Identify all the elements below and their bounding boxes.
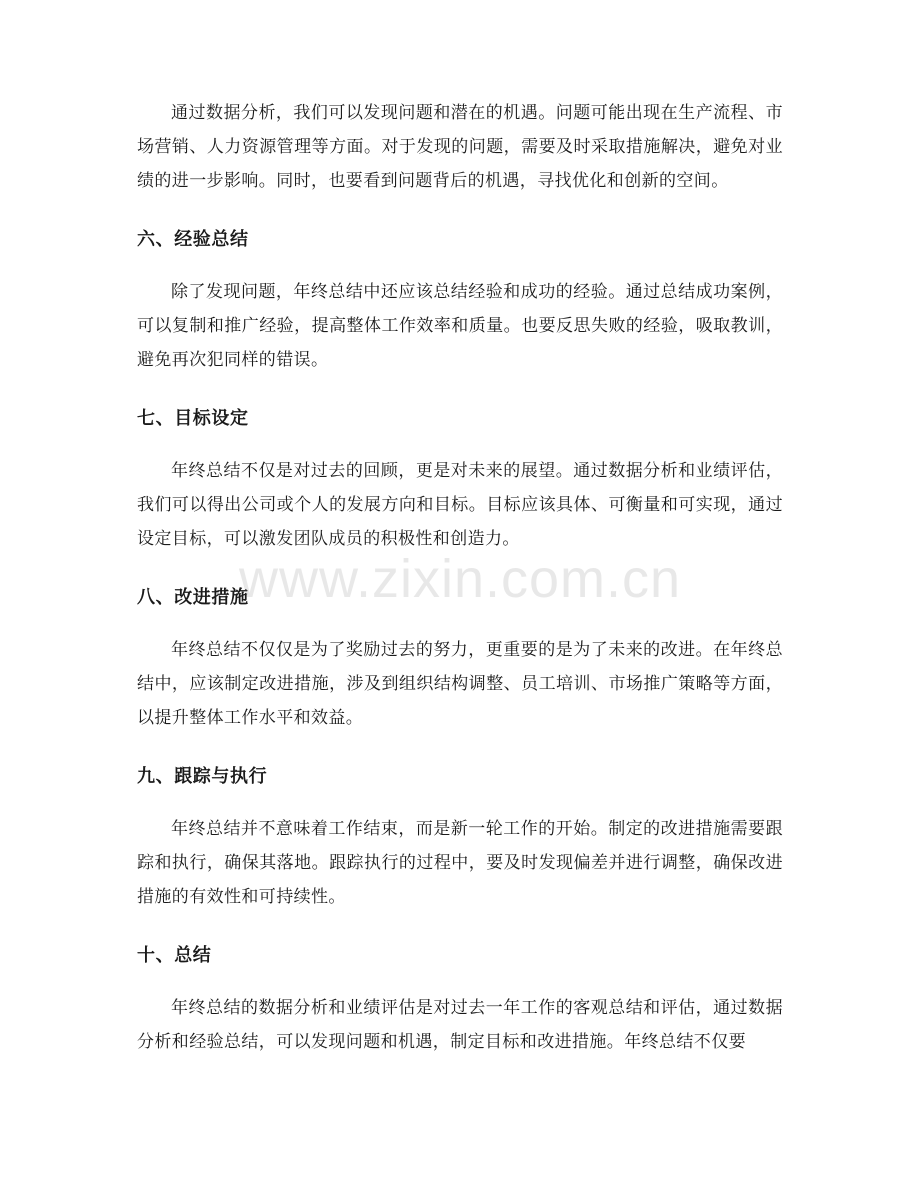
heading-conclusion: 十、总结 xyxy=(137,945,212,966)
paragraph-improvement-measures: 年终总结不仅仅是为了奖励过去的努力，更重要的是为了未来的改进。在年终总结中，应该制定改进措施，涉及到组织结构调整、员工培训、市场推广策略等方面，以提升整体工作水平和效益。 xyxy=(137,640,783,728)
paragraph-opportunities: 通过数据分析，我们可以发现问题和潜在的机遇。问题可能出现在生产流程、市场营销、人力资源管理等方面。对于发现的问题，需要及时采取措施解决，避免对业绩的进一步影响。同时，也要看到问题背后的机遇，寻找优化和创新的空间。 xyxy=(137,103,783,191)
document-body xyxy=(137,96,783,1059)
heading-experience-summary: 六、经验总结 xyxy=(137,229,249,250)
heading-improvement-measures: 八、改进措施 xyxy=(137,587,249,608)
paragraph-experience-summary: 除了发现问题，年终总结中还应该总结经验和成功的经验。通过总结成功案例，可以复制和推广经验，提高整体工作效率和质量。也要反思失败的经验，吸取教训，避免再次犯同样的错误。 xyxy=(137,282,783,370)
paragraph-tracking-execution: 年终总结并不意味着工作结束，而是新一轮工作的开始。制定的改进措施需要跟踪和执行，确保其落地。跟踪执行的过程中，要及时发现偏差并进行调整，确保改进措施的有效性和可持续性。 xyxy=(137,819,783,907)
site-watermark: www.zixin.com.cn xyxy=(238,549,682,609)
heading-goal-setting: 七、目标设定 xyxy=(137,408,249,429)
heading-tracking-execution: 九、跟踪与执行 xyxy=(137,766,268,787)
paragraph-goal-setting: 年终总结不仅是对过去的回顾，更是对未来的展望。通过数据分析和业绩评估，我们可以得出公司或个人的发展方向和目标。目标应该具体、可衡量和可实现，通过设定目标，可以激发团队成员的积极性和创造力。 xyxy=(137,461,783,549)
paragraph-conclusion: 年终总结的数据分析和业绩评估是对过去一年工作的客观总结和评估，通过数据分析和经验总结，可以发现问题和机遇，制定目标和改进措施。年终总结不仅要 xyxy=(137,998,783,1052)
